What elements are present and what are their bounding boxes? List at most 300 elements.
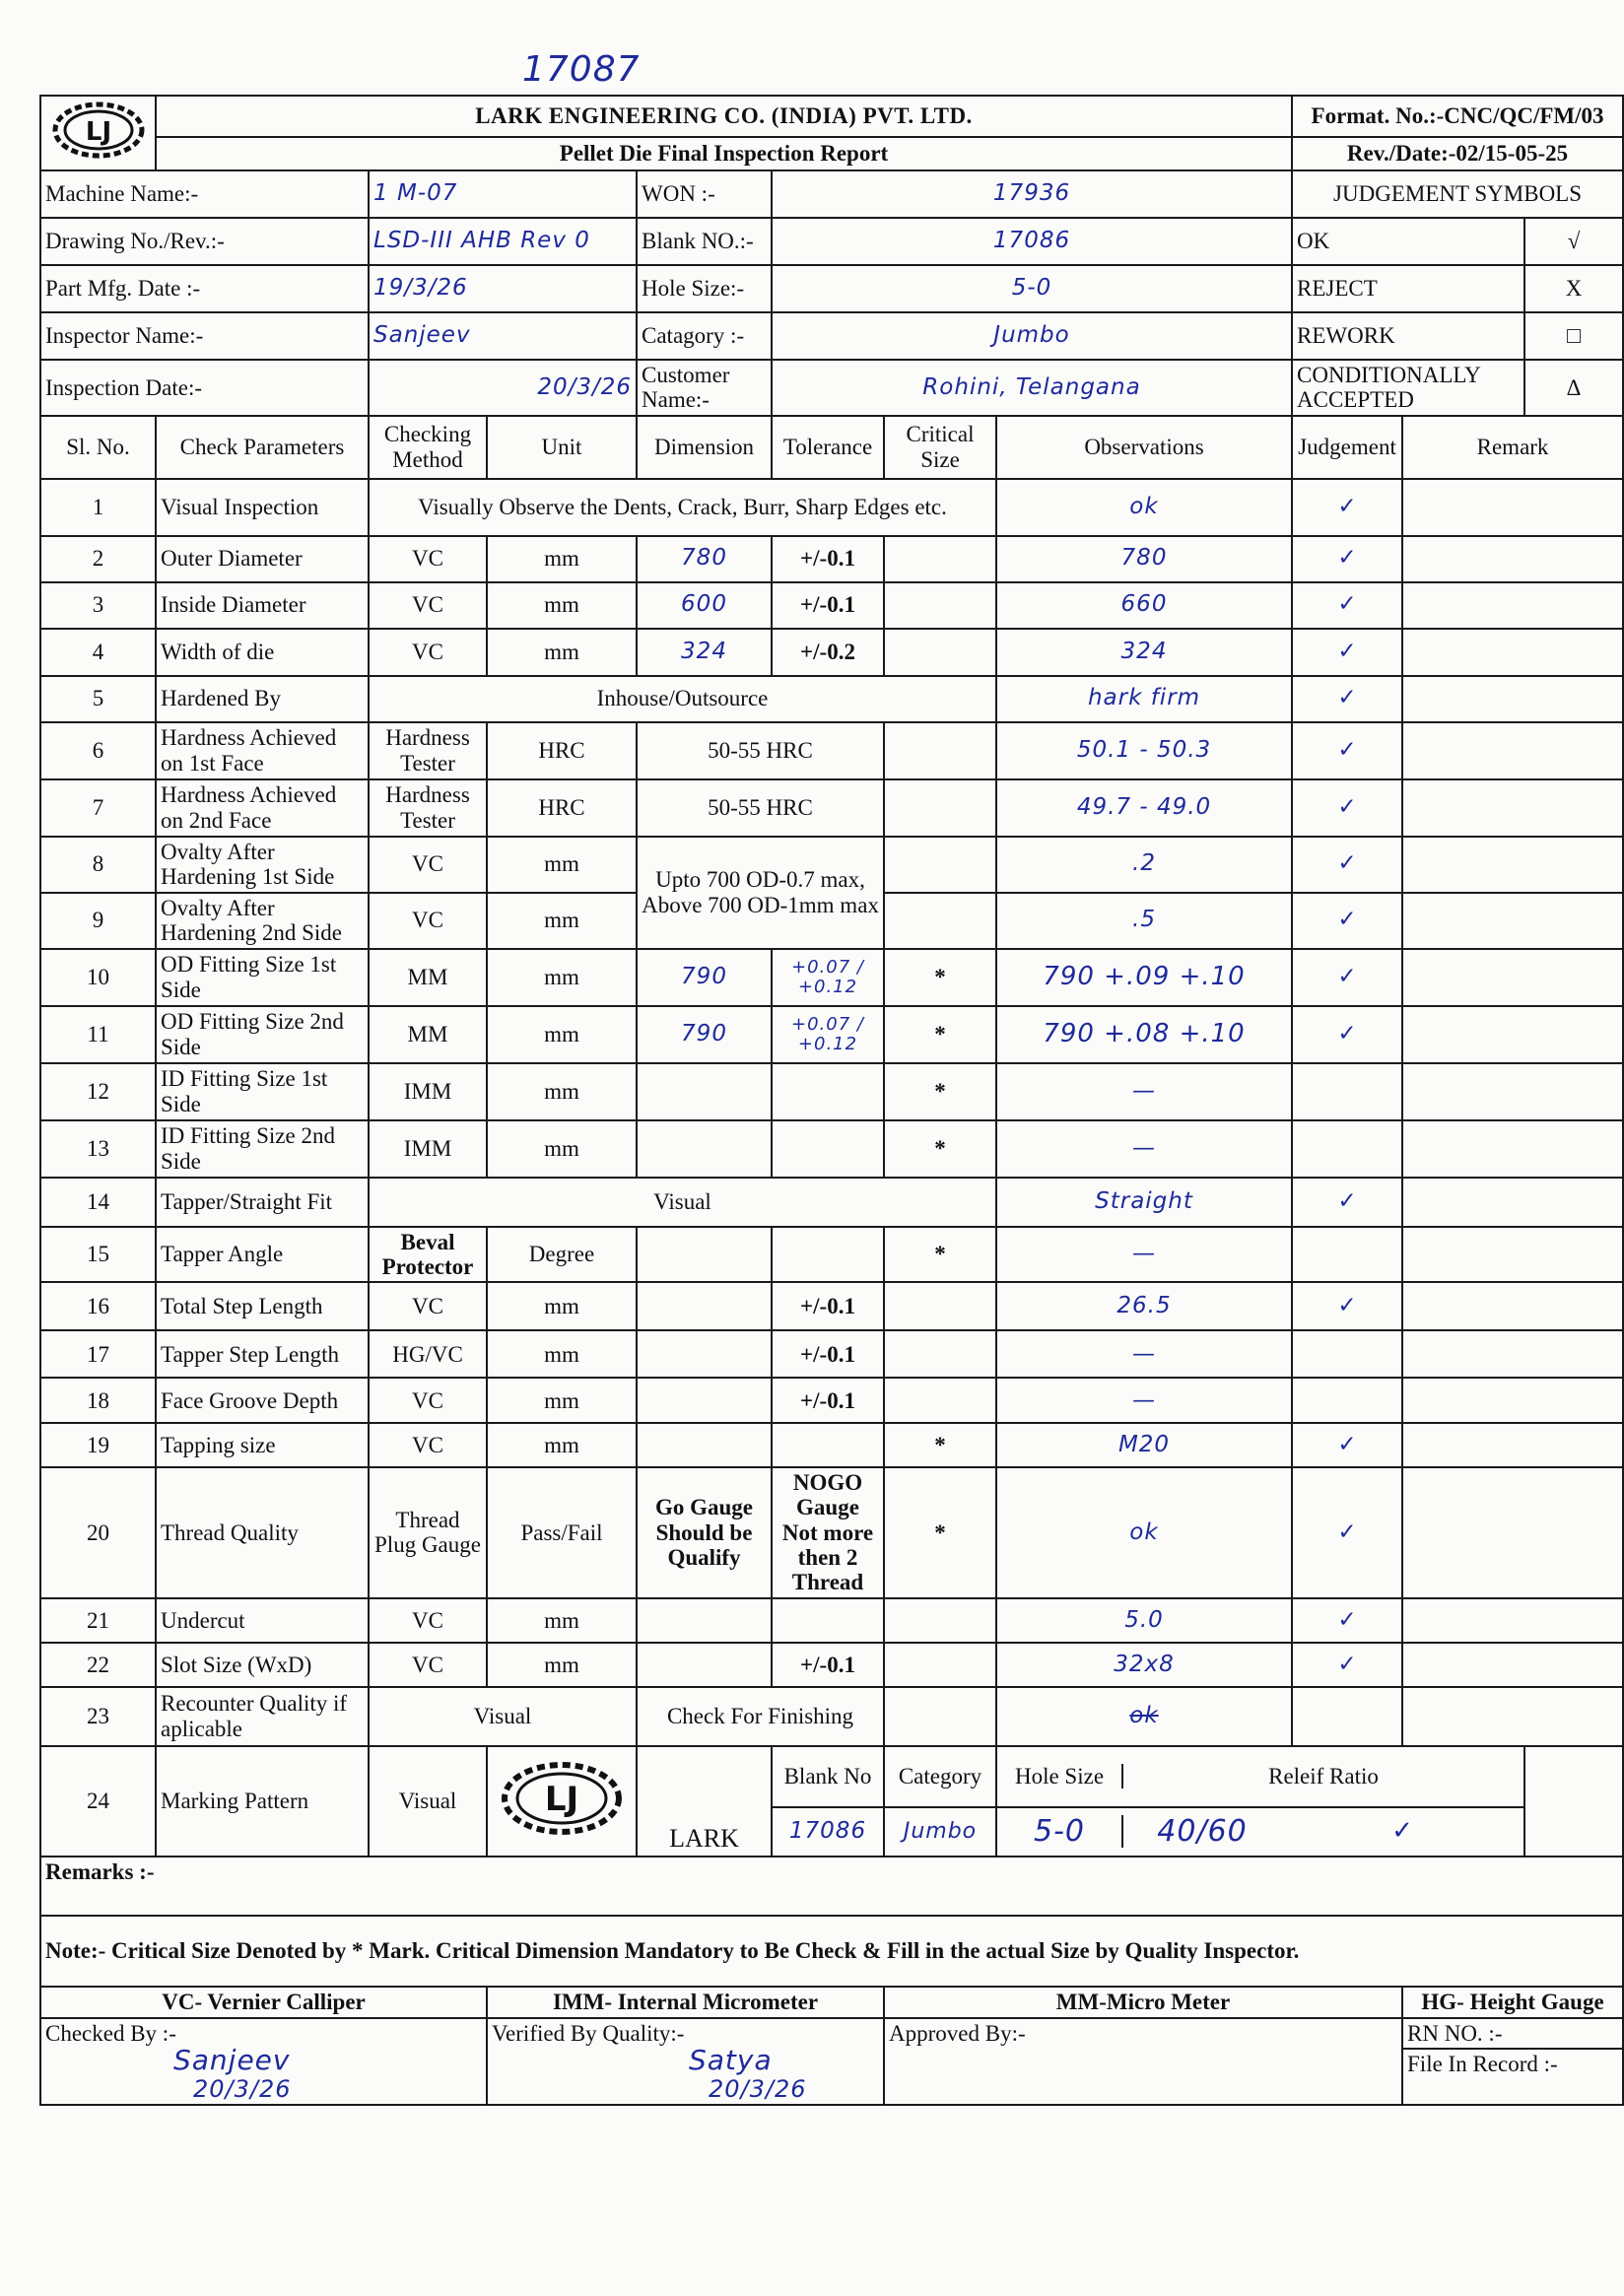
checked-by-cell[interactable] [40,2018,487,2105]
row-unit: mm [487,1598,637,1643]
row-critical [884,1282,996,1330]
row-parameter: Ovalty After Hardening 2nd Side [156,893,369,949]
row-parameter: Tapping size [156,1423,369,1467]
row-judgement[interactable]: ✓ [1292,1643,1402,1687]
row-remark[interactable] [1402,1598,1623,1643]
row-method: VC [369,629,487,676]
hole-size-label: Hole Size:- [637,265,772,312]
rn-number-label: RN NO. :- [1403,2019,1622,2050]
judgement-symbols-title: JUDGEMENT SYMBOLS [1292,170,1623,218]
symbol-label-rework: REWORK [1292,312,1524,360]
row-method: Hardness Tester [369,722,487,779]
blank-number-field[interactable]: 17086 [772,218,1292,265]
table-row [40,676,1623,722]
table-row [40,536,1623,582]
row-unit: mm [487,1330,637,1378]
table-row [40,722,1623,779]
row-sl: 20 [40,1467,156,1597]
row-dimension[interactable] [637,1643,772,1687]
inspection-date-label: Inspection Date:- [40,360,369,416]
row-parameter: Tapper/Straight Fit [156,1178,369,1227]
row-observation[interactable]: 790 +.08 +.10 [996,1006,1292,1063]
row-judgement[interactable]: ✓ [1292,536,1402,582]
approved-by-cell[interactable] [884,2018,1402,2105]
row-critical [884,1378,996,1423]
row-observation[interactable]: — [996,1063,1292,1120]
row-unit: HRC [487,779,637,837]
row-observation[interactable]: — [996,1378,1292,1423]
row-remark[interactable] [1402,1643,1623,1687]
row-sl: 1 [40,479,156,536]
row-parameter: OD Fitting Size 1st Side [156,949,369,1006]
col-tolerance: Tolerance [772,416,884,479]
row-dimension[interactable]: 780 [637,536,772,582]
category-label: Catagory :- [637,312,772,360]
row-observation[interactable]: 780 [996,536,1292,582]
table-row [40,1598,1623,1643]
row-remark[interactable] [1402,1178,1623,1227]
row-method: VC [369,1598,487,1643]
marking-lark-text: LARK [637,1746,772,1857]
checked-by-label: Checked By :- [45,2020,176,2046]
row-observation[interactable]: .2 [996,837,1292,893]
row-parameter: Tapper Step Length [156,1330,369,1378]
row-judgement[interactable] [1292,1063,1402,1120]
mfg-date-label: Part Mfg. Date :- [40,265,369,312]
note-text: Note:- Critical Size Denoted by * Mark. Critical Dimension Mandatory to Be Check & Fill in the actual Size by Quality Inspector. [40,1916,1623,1987]
row-parameter: Tapper Angle [156,1227,369,1283]
row-judgement[interactable]: ✓ [1292,1467,1402,1597]
row-judgement[interactable]: ✓ [1292,893,1402,949]
row-tolerance: NOGO Gauge Not more then 2 Thread [772,1467,884,1597]
row-observation[interactable]: ok [996,1467,1292,1597]
row-dimension[interactable]: 324 [637,629,772,676]
company-logo [40,96,156,170]
table-row [40,1643,1623,1687]
row-dimension[interactable] [637,1330,772,1378]
row-remark[interactable] [1402,1423,1623,1467]
row-remark[interactable] [1402,1227,1623,1283]
col-unit: Unit [487,416,637,479]
row-parameter: OD Fitting Size 2nd Side [156,1006,369,1063]
row-tolerance: +/-0.1 [772,1643,884,1687]
row-remark[interactable] [1402,779,1623,837]
row-sl: 22 [40,1643,156,1687]
row-parameter: Recounter Quality if aplicable [156,1687,369,1746]
row-unit: mm [487,1378,637,1423]
customer-label: Customer Name:- [637,360,772,416]
row-critical [884,1687,996,1746]
hole-size-field[interactable]: 5-0 [772,265,1292,312]
customer-name-field[interactable]: Rohini, Telangana [772,360,1292,416]
row-sl: 8 [40,837,156,893]
row-remark[interactable] [1402,582,1623,629]
row-critical [884,629,996,676]
verified-by-label: Verified By Quality:- [492,2020,685,2046]
row-parameter: ID Fitting Size 2nd Side [156,1120,369,1178]
row-observation[interactable]: 32x8 [996,1643,1292,1687]
marking-blank-header: Blank No [772,1746,884,1807]
table-row [40,582,1623,629]
row-sl: 17 [40,1330,156,1378]
row-dimension[interactable] [637,1378,772,1423]
row-critical: * [884,1467,996,1597]
row-method: IMM [369,1063,487,1120]
row-critical: * [884,1120,996,1178]
row-method: Hardness Tester [369,779,487,837]
row-tolerance[interactable] [772,1063,884,1120]
row-remark[interactable] [1402,676,1623,722]
row-dimension: 50-55 HRC [637,779,884,837]
table-row [40,1227,1623,1283]
row-unit: mm [487,1423,637,1467]
row-method: VC [369,1423,487,1467]
report-title: Pellet Die Final Inspection Report [156,137,1292,170]
symbol-reject-icon: X [1524,265,1623,312]
row-unit: mm [487,536,637,582]
row-tolerance: +/-0.2 [772,629,884,676]
row-sl: 24 [40,1746,156,1857]
row-tolerance[interactable]: +0.07 / +0.12 [772,1006,884,1063]
legend-vc: VC- Vernier Calliper [40,1987,487,2018]
table-row [40,1467,1623,1597]
row-judgement[interactable]: ✓ [1391,1816,1413,1847]
row-observation[interactable]: 5.0 [996,1598,1292,1643]
drawing-number-field[interactable]: LSD-III AHB Rev 0 [369,218,637,265]
row-method: VC [369,837,487,893]
table-row [40,779,1623,837]
marking-relief-value[interactable]: 40/60 [1157,1814,1248,1850]
row-dimension[interactable]: 790 [637,949,772,1006]
row-remark[interactable] [1402,479,1623,536]
machine-label: Machine Name:- [40,170,369,218]
row-method: Inhouse/Outsource [369,676,996,722]
row-remark[interactable] [1402,1282,1623,1330]
marking-values [996,1807,1524,1857]
row-tolerance[interactable] [772,1227,884,1283]
row-sl: 18 [40,1378,156,1423]
col-dimension: Dimension [637,416,772,479]
row-critical [884,779,996,837]
company-name: LARK ENGINEERING CO. (INDIA) PVT. LTD. [156,96,1292,137]
legend-hg: HG- Height Gauge [1402,1987,1623,2018]
row-dimension[interactable] [637,1227,772,1283]
col-sl: Sl. No. [40,416,156,479]
symbol-ok-icon: √ [1524,218,1623,265]
svg-text:LJ: LJ [544,1780,579,1820]
row-unit: mm [487,1063,637,1120]
row-critical: * [884,1063,996,1120]
row-remark[interactable] [1524,1746,1623,1857]
row-observation[interactable]: — [996,1330,1292,1378]
row-remark[interactable] [1402,536,1623,582]
table-row [40,1063,1623,1120]
row-judgement[interactable]: ✓ [1292,837,1402,893]
row-tolerance: +/-0.1 [772,582,884,629]
col-checking-method: Checking Method [369,416,487,479]
row-parameter: Hardened By [156,676,369,722]
row-judgement[interactable]: ✓ [1292,629,1402,676]
row-remark[interactable] [1402,1330,1623,1378]
row-method: Visual [369,1746,487,1857]
row-parameter: Width of die [156,629,369,676]
table-row [40,1120,1623,1178]
row-observation[interactable]: Straight [996,1178,1292,1227]
verified-by-cell[interactable] [487,2018,884,2105]
row-critical: * [884,949,996,1006]
row-parameter: Inside Diameter [156,582,369,629]
row-method: Beval Protector [369,1227,487,1283]
marking-hole-relief-header [996,1746,1524,1807]
row-method: VC [369,1282,487,1330]
row-unit: mm [487,837,637,893]
symbol-conditional-icon: Δ [1524,360,1623,416]
row-observation[interactable]: 660 [996,582,1292,629]
row-tolerance[interactable]: +0.07 / +0.12 [772,949,884,1006]
verified-by-date: 20/3/26 [709,2074,807,2103]
row-judgement[interactable]: ✓ [1292,1598,1402,1643]
row-method: VC [369,1643,487,1687]
row-judgement[interactable]: ✓ [1292,1178,1402,1227]
row-sl: 13 [40,1120,156,1178]
row-critical: * [884,1423,996,1467]
row-sl: 19 [40,1423,156,1467]
col-critical-size: Critical Size [884,416,996,479]
row-remark[interactable] [1402,1006,1623,1063]
row-parameter: Thread Quality [156,1467,369,1597]
row-sl: 2 [40,536,156,582]
row-unit: mm [487,893,637,949]
row-sl: 23 [40,1687,156,1746]
row-parameter: Outer Diameter [156,536,369,582]
row-parameter: Visual Inspection [156,479,369,536]
row-sl: 21 [40,1598,156,1643]
row-method: VC [369,582,487,629]
marking-blank-value[interactable]: 17086 [772,1807,884,1857]
mfg-date-field[interactable]: 19/3/26 [369,265,637,312]
row-unit: mm [487,629,637,676]
col-judgement: Judgement [1292,416,1402,479]
row-tolerance: +/-0.1 [772,1330,884,1378]
row-dimension: Go Gauge Should be Qualify [637,1467,772,1597]
symbol-label-reject: REJECT [1292,265,1524,312]
row-method: MM [369,1006,487,1063]
row-sl: 4 [40,629,156,676]
table-row [40,1746,1623,1807]
table-row [40,1687,1623,1746]
row-unit: HRC [487,722,637,779]
row-dimension[interactable] [637,1120,772,1178]
row-dimension: Upto 700 OD-0.7 max, Above 700 OD-1mm max [637,837,884,949]
table-row [40,1178,1623,1227]
row-sl: 5 [40,676,156,722]
row-observation[interactable]: M20 [996,1423,1292,1467]
row-judgement[interactable]: ✓ [1292,676,1402,722]
row-remark[interactable] [1402,837,1623,893]
row-tolerance[interactable] [772,1120,884,1178]
row-parameter: Total Step Length [156,1282,369,1330]
row-method: MM [369,949,487,1006]
row-observation[interactable]: hark firm [996,676,1292,722]
row-sl: 16 [40,1282,156,1330]
symbol-label-conditional: CONDITIONALLY ACCEPTED [1292,360,1524,416]
row-remark[interactable] [1402,1120,1623,1178]
row-remark[interactable] [1402,629,1623,676]
marking-logo [487,1746,637,1857]
row-unit: mm [487,949,637,1006]
table-row [40,1282,1623,1330]
checked-by-date: 20/3/26 [193,2074,292,2103]
row-dimension[interactable] [637,1063,772,1120]
marking-hole-value[interactable]: 5-0 [997,1815,1123,1848]
revision-date: Rev./Date:-02/15-05-25 [1292,137,1623,170]
legend-mm: MM-Micro Meter [884,1987,1402,2018]
symbol-label-ok: OK [1292,218,1524,265]
row-dimension[interactable] [637,1423,772,1467]
inspector-name-field[interactable]: Sanjeev [369,312,637,360]
row-critical [884,722,996,779]
drawing-label: Drawing No./Rev.:- [40,218,369,265]
row-judgement[interactable]: ✓ [1292,722,1402,779]
lark-gear-logo-icon [49,101,148,160]
machine-name-field[interactable]: 1 M-07 [369,170,637,218]
row-judgement[interactable] [1292,1120,1402,1178]
row-sl: 3 [40,582,156,629]
row-sl: 9 [40,893,156,949]
checked-by-signature: Sanjeev [173,2043,291,2076]
row-remark[interactable] [1402,949,1623,1006]
row-judgement[interactable]: ✓ [1292,582,1402,629]
row-tolerance[interactable] [772,1598,884,1643]
row-judgement[interactable] [1292,1687,1402,1746]
row-unit: mm [487,582,637,629]
row-critical: * [884,1227,996,1283]
row-critical [884,582,996,629]
row-remark[interactable] [1402,1687,1623,1746]
category-field[interactable]: Jumbo [772,312,1292,360]
row-observation[interactable]: 790 +.09 +.10 [996,949,1292,1006]
row-remark[interactable] [1402,1378,1623,1423]
row-sl: 14 [40,1178,156,1227]
row-observation[interactable]: ok [996,1687,1292,1746]
won-field[interactable]: 17936 [772,170,1292,218]
row-critical [884,893,996,949]
marking-category-value[interactable]: Jumbo [884,1807,996,1857]
row-unit: mm [487,1282,637,1330]
row-method: Thread Plug Gauge [369,1467,487,1597]
row-method: Visual [369,1687,637,1746]
row-sl: 10 [40,949,156,1006]
row-judgement[interactable]: ✓ [1292,479,1402,536]
row-method: HG/VC [369,1330,487,1378]
row-dimension: 50-55 HRC [637,722,884,779]
col-observations: Observations [996,416,1292,479]
row-unit: mm [487,1643,637,1687]
row-sl: 6 [40,722,156,779]
row-critical: * [884,1006,996,1063]
row-dimension: Check For Finishing [637,1687,884,1746]
row-parameter: Marking Pattern [156,1746,369,1857]
row-judgement[interactable]: ✓ [1292,1006,1402,1063]
row-unit: mm [487,1006,637,1063]
row-parameter: ID Fitting Size 1st Side [156,1063,369,1120]
row-critical [884,536,996,582]
row-dimension[interactable] [637,1598,772,1643]
row-critical [884,837,996,893]
row-remark[interactable] [1402,722,1623,779]
table-row [40,1006,1623,1063]
lark-gear-logo-icon [498,1759,626,1838]
row-dimension[interactable]: 600 [637,582,772,629]
row-remark[interactable] [1402,1467,1623,1597]
table-row [40,949,1623,1006]
row-tolerance[interactable] [772,1423,884,1467]
row-parameter: Hardness Achieved on 2nd Face [156,779,369,837]
row-observation[interactable]: — [996,1120,1292,1178]
row-judgement[interactable]: ✓ [1292,949,1402,1006]
row-parameter: Ovalty After Hardening 1st Side [156,837,369,893]
marking-relief-header: Releif Ratio [1268,1764,1379,1790]
row-judgement[interactable]: ✓ [1292,1423,1402,1467]
row-parameter: Hardness Achieved on 1st Face [156,722,369,779]
col-check-parameters: Check Parameters [156,416,369,479]
marking-hole-header: Hole Size [997,1764,1123,1789]
row-dimension[interactable] [637,1282,772,1330]
row-judgement[interactable] [1292,1378,1402,1423]
row-method: Visual [369,1178,996,1227]
table-row [40,1378,1623,1423]
row-parameter: Face Groove Depth [156,1378,369,1423]
remarks-label: Remarks :- [40,1857,1623,1916]
row-remark[interactable] [1402,893,1623,949]
top-serial-number: 17087 [522,49,641,90]
row-method: VC [369,1378,487,1423]
row-tolerance: +/-0.1 [772,1378,884,1423]
row-observation[interactable]: ok [996,479,1292,536]
row-critical [884,1643,996,1687]
row-observation[interactable]: — [996,1227,1292,1283]
row-dimension[interactable]: 790 [637,1006,772,1063]
row-observation[interactable]: .5 [996,893,1292,949]
row-judgement[interactable]: ✓ [1292,1282,1402,1330]
row-sl: 11 [40,1006,156,1063]
inspector-label: Inspector Name:- [40,312,369,360]
row-parameter: Undercut [156,1598,369,1643]
file-in-record-label: File In Record :- [1407,2051,1558,2076]
inspection-table [39,95,1624,2106]
row-method: IMM [369,1120,487,1178]
row-parameter: Slot Size (WxD) [156,1643,369,1687]
row-judgement[interactable] [1292,1330,1402,1378]
row-judgement[interactable] [1292,1227,1402,1283]
row-critical [884,1598,996,1643]
record-cell [1402,2018,1623,2105]
row-observation[interactable]: 324 [996,629,1292,676]
row-observation[interactable]: 49.7 - 49.0 [996,779,1292,837]
row-tolerance: +/-0.1 [772,536,884,582]
row-method: VC [369,893,487,949]
row-judgement[interactable]: ✓ [1292,779,1402,837]
inspection-date-field[interactable]: 20/3/26 [369,360,637,416]
row-remark[interactable] [1402,1063,1623,1120]
table-row [40,629,1623,676]
blank-label: Blank NO.:- [637,218,772,265]
row-sl: 15 [40,1227,156,1283]
row-observation[interactable]: 50.1 - 50.3 [996,722,1292,779]
row-sl: 7 [40,779,156,837]
row-observation[interactable]: 26.5 [996,1282,1292,1330]
verified-by-signature: Satya [689,2043,773,2076]
